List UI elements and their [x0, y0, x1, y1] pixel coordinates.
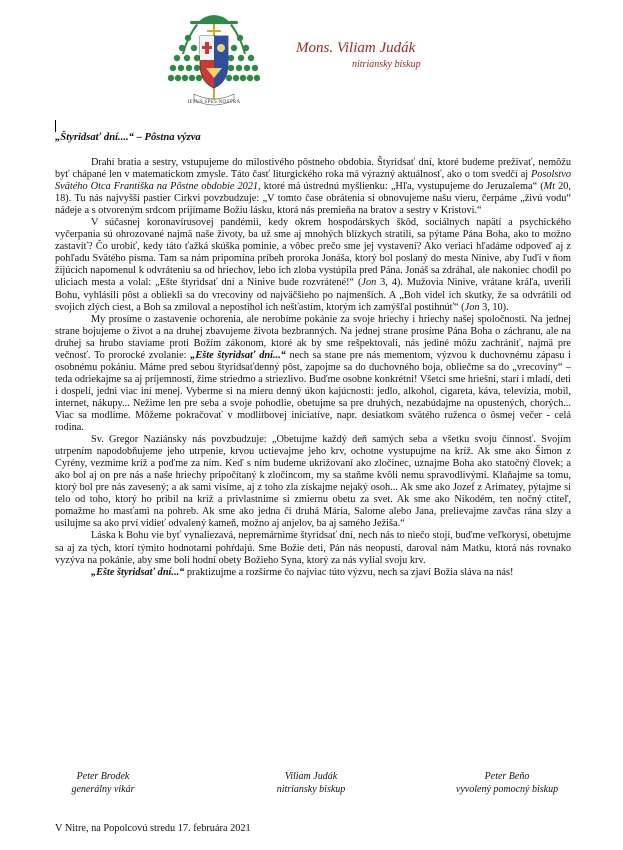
paragraph-text: Jon: [464, 301, 480, 313]
paragraph-text: 3, 10).: [479, 301, 509, 313]
paragraph: [55, 530, 571, 566]
paragraph-text: Drahí bratia a sestry, vstupujeme do milostivého pôstneho obdobia. Štyridsať dní, ktoré budeme prežívať, nemôžu byť chápané len v matematickom zmysle. Táto časť liturgického roka má výrazný aktuálnosť, ako o tom svedčí aj: [55, 157, 571, 181]
paragraph-text: praktizujme a rozšírme čo najviac túto výzvu, nech sa zjaví Božia sláva na nás!: [184, 566, 514, 578]
letter-body: [55, 157, 571, 579]
signature-name: Peter Beňo: [484, 771, 530, 782]
signature-role: vyvolený pomocný biskup: [455, 784, 559, 795]
signature-name: Viliam Judák: [284, 771, 338, 782]
paragraph-text: Posolstvo Svätého Otca Františka na Pôstne obdobie 2021,: [55, 169, 571, 193]
paragraph-text: 20, 18). Tu nás najvyšší pastier Cirkvi povzbudzuje: „V tomto čase obrátenia si obnovujeme našu vieru, čerpáme „živú vodu“ nádeje a s otvoreným srdcom prijímame Božiu lásku, ktorá nás premieňa na bratov a sestry v Kristovi.“: [55, 181, 572, 217]
paragraph-text: nech sa stane pre nás mementom, výzvou k duchovnému zápasu i osobnému pokániu. Máme pred sebou štyridsaťdenný pôst, zapojme sa do duchovného boja, obliečme sa do „vrecoviny“ – teda odriekajme sa aj príjemností, žime striedmo a striezlivo. Buďme osobne konkrétni! Všetci sme hriešni, starí i mladí, deti i dospelí, jedni viac iní menej. Vyberme si na mieru denný úkon kajúcnosti: jedlo, alkohol, cigareta, káva, televízia, mobil, internet, nákupy... Nežime len pre seba a svoje pohodlie, obetujme sa pre druhých, nezabúdajme na opustených, chorých... Viac sa modlime. Môžeme pokračovať v modlitbovej iniciatíve, napr. desiatkom svätého ruženca o ôsmej večer - celá rodina.: [55, 349, 571, 434]
bishop-name: Mons. Viliam Judák: [296, 40, 416, 56]
paragraph: [55, 217, 571, 313]
paragraph: [55, 314, 571, 434]
episcopal-coat-of-arms: [168, 8, 260, 110]
paragraph-text: ktoré má ústrednú myšlienku: „Hľa, vystupujeme do Jeruzalema“ (: [260, 181, 544, 193]
paragraph: [55, 157, 571, 217]
paragraph-text: Láska k Bohu vie byť vynaliezavá, nepremárnime štyridsať dní, nech nás to niečo stojí, buďme veľkorysí, obetujme sa aj za tých, ktorí týmito hodnotami pohŕdajú. Sme Božie deti, Pán nás neopustí, daroval nám Matku, ktorá nás rovnako vyzýva na pokánie, aby sme boli hodní obety Božieho Syna, ktorý za nás vylial svoju krv.: [55, 530, 571, 566]
paragraph: [55, 567, 571, 579]
paragraph: [55, 434, 571, 530]
paragraph-text: V súčasnej koronavírusovej pandémii, kedy okrem hospodárskych škôd, sociálnych napätí a psychického vyčerpania sú ohrozované najmä naše životy, ba už sme aj mnohých blízkych stratili, sa pýtame Pána Boha, ako to možno zastaviť? Čo urobiť, kedy táto ťažká skúška pominie, a vôbec prečo sme jej vystavení? Ako veriaci hľadáme odpoveď aj z pohľadu Svätého písma. Tam sa nám pripomína príbeh proroka Jonáša, ktorý bol poslaný do mesta Ninive, aby ľuďí v ňom žijúcich napomenul k odvráteniu sa od hriechov, lebo ich zloba vystúpila pred Pána. Jonáš sa zdráhal, ale nakoniec chodil po uliciach mesta a volal: „Ešte štyridsať dní a Ninive bude rozvrátené!“ (: [55, 217, 571, 289]
bishop-role: nitriansky biskup: [352, 59, 421, 70]
letterhead: [296, 40, 421, 70]
paragraph-text: Mt: [543, 181, 556, 193]
paragraph-text: „Ešte štyridsať dní...“: [91, 566, 185, 578]
place-and-date: V Nitre, na Popolcovú stredu 17. februára 2021: [55, 823, 251, 834]
paragraph-text: „Ešte štyridsať dní...“: [190, 349, 286, 361]
signature-name: Peter Brodek: [76, 771, 130, 782]
signature-role: nitriansky biskup: [276, 784, 346, 795]
crest-motto: IESUS SPES NOSTRA: [187, 100, 241, 105]
paragraph-text: Sv. Gregor Naziánsky nás povzbudzuje: „Obetujme každý deň samých seba a všetku svoju činnosť. Svojím utrpením napodobňujeme jeho utrpenie, krvou uctievajme jeho krv, ochotne vystupujme na kríž. Ak sme ako Šimon z Cyrény, vezmime kríž a poďme za ním. Keď s ním budeme ukrižovaní ako zločinec, uznajme Boha ako statočný človek; a ako bol aj on pre nás a naše hriechy pripočítaný k zločincom, my sa staňme kvôli nemu spravodlivými. Klaňajme sa tomu, ktorý bol pre nás zavesený; a ak sami visíme, aj z toho zla získajme nejaký osoh... Ak sme ako Jozef z Arimatey, pýtajme si telo od toho, ktorý ho pribil na kríž a privlastnime si zmiernu obetu za svet. Ak sme ako Nikodém, ten nočný ctiteľ, pomažme ho masťami na pohreb. Ak sme ako jedna či druhá Mária, Salome alebo Jana, prelievajme zavčas rána slzy a usilujme sa ako prví vidieť odvalený kameň, možno aj anjelov, ba aj samého Ježiša.“: [55, 434, 571, 530]
signature-bishop: [236, 770, 386, 796]
signature-role: generálny vikár: [71, 784, 135, 795]
signature-auxiliary-bishop: [432, 770, 582, 796]
paragraph-text: My prosíme o zastavenie ochorenia, ale nerobíme pokánie za svoje hriechy i hriechy našej spoločnosti. Na jednej strane bojujeme o život a na druhej zbavujeme života bezbranných. Na jednej strane prosíme Pána Boha o záchranu, ale na druhej sa hrubo staviame proti Božím zákonom, ktoré ak by sme rešpektovali, nás jediné môžu zachrániť, najmä pre večnosť. To prorocké zvolanie:: [55, 313, 571, 361]
signature-vicar: [28, 770, 178, 796]
paragraph-text: Jon: [361, 277, 377, 289]
paragraph-text: 3, 4). Mužovia Ninive, vrátane kráľa, uverili Bohu, vyhlásili pôst a obliekli sa do vrecoviny od najväčšieho po najmenších. A „Boh videl ich skutky, že sa odvrátili od svojich zlých ciest, a Boh sa zmiloval a nepostihol ich nešťastím, ktorým ich zamýšľal postihnúť“ (: [55, 277, 571, 313]
letter-title: „Štyridsať dní....“ – Pôstna výzva: [55, 132, 201, 143]
text-cursor: [55, 120, 56, 132]
